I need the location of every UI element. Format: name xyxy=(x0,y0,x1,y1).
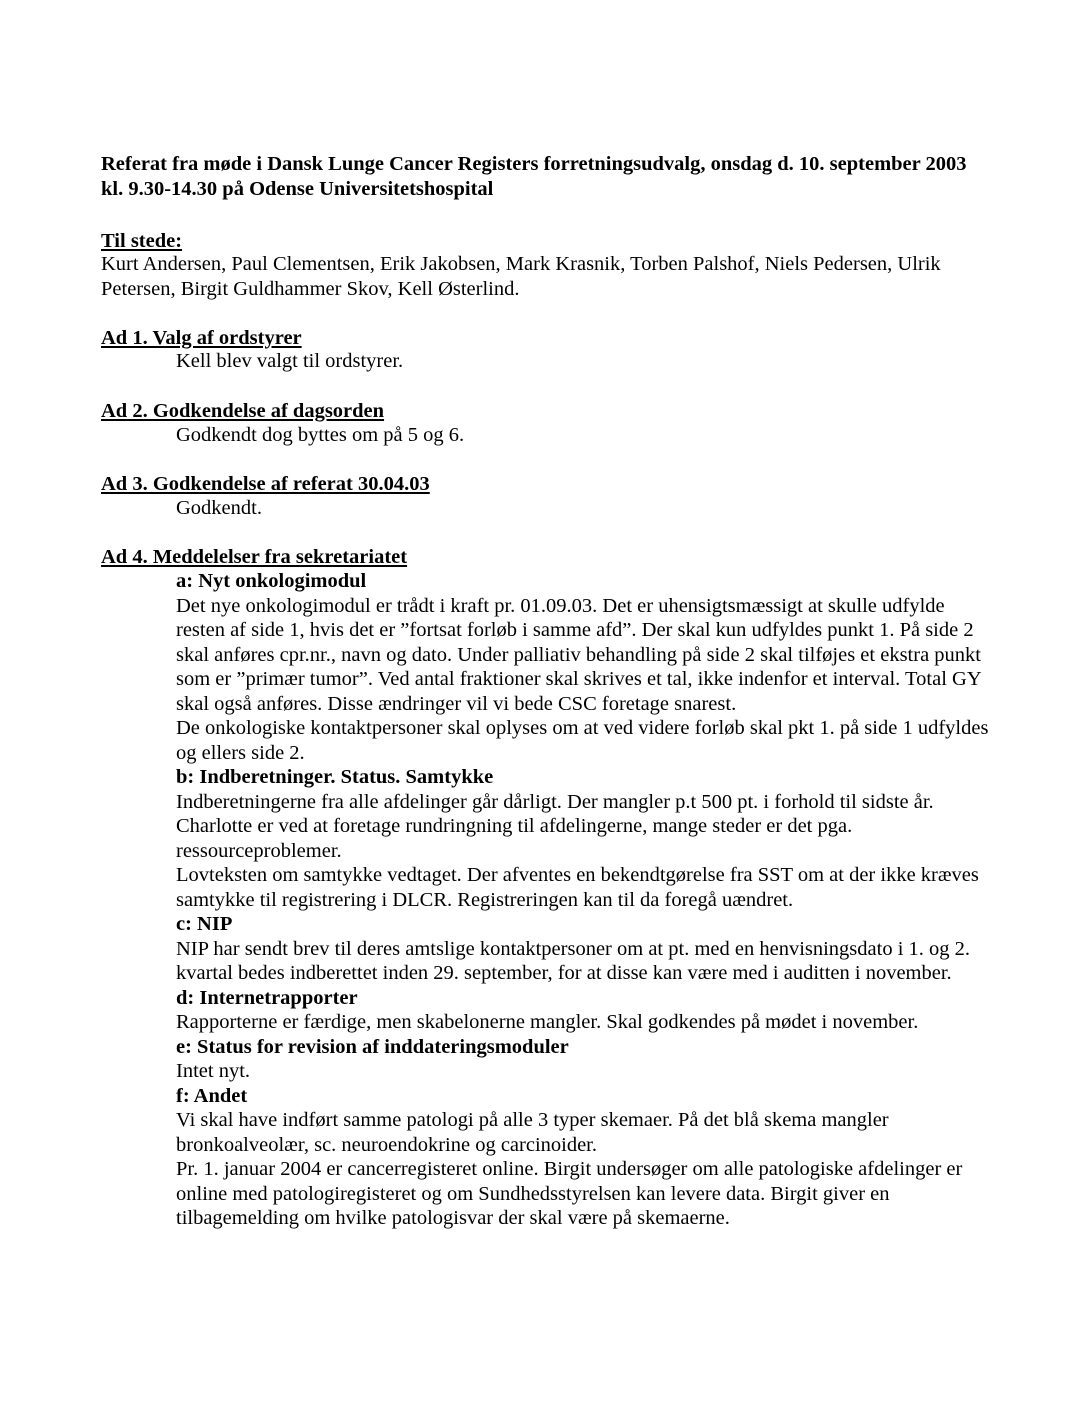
item-2-heading: Ad 2. Godkendelse af dagsorden xyxy=(101,400,385,422)
item-2-text: Godkendt dog byttes om på 5 og 6. xyxy=(176,424,465,446)
section-d-paragraph: Rapporterne er færdige, men skabelonerne mangler. Skal godkendes på mødet i november. xyxy=(176,1011,919,1033)
attendance-heading: Til stede: xyxy=(101,230,183,252)
item-3-text: Godkendt. xyxy=(176,497,262,519)
section-c-paragraph: NIP har sendt brev til deres amtslige kontaktpersoner om at pt. med en henvisningsdato i 1. og 2. kvartal bedes indberettet inden 29. september, for at disse kan være med i auditten i november. xyxy=(176,937,971,984)
section-a-paragraph: Det nye onkologimodul er trådt i kraft pr. 01.09.03. Det er uhensigtsmæssigt at skulle udfylde resten af side 1, hvis det er ”fortsat forløb i samme afd”. Der skal kun udfyldes punkt 1. På side 2 skal anføres cpr.nr., navn og dato. Under palliativ behandling på side 2 skal tilføjes et ekstra punkt som er ”primær tumor”. Ved antal fraktioner skal skrives et tal, ikke indenfor et interval. Total GY skal også anføres. Disse ændringer vil vi bede CSC foretage snarest. xyxy=(176,594,981,715)
section-b-paragraph: Indberetningerne fra alle afdelinger går dårligt. Der mangler p.t 500 pt. i forhold til sidste år. Charlotte er ved at foretage rundringning til afdelingerne, mange steder er det pga. ressourceproblemer. xyxy=(176,790,934,862)
item-1-text: Kell blev valgt til ordstyrer. xyxy=(176,350,404,372)
section-e-heading: e: Status for revision af inddateringsmoduler xyxy=(176,1035,569,1058)
item-4-body xyxy=(176,569,991,1231)
document-title: Referat fra møde i Dansk Lunge Cancer Registers forretningsudvalg, onsdag d. 10. september 2003 kl. 9.30-14.30 på Odense Universitetshospital xyxy=(101,153,967,200)
section-d-heading: d: Internetrapporter xyxy=(176,986,358,1009)
item-1-heading: Ad 1. Valg af ordstyrer xyxy=(101,327,302,349)
section-b-heading: b: Indberetninger. Status. Samtykke xyxy=(176,766,494,788)
section-b-paragraph: Lovteksten om samtykke vedtaget. Der afventes en bekendtgørelse fra SST om at der ikke kræves samtykke til registrering i DLCR. Registreringen kan til da foregå uændret. xyxy=(176,864,979,911)
section-a-heading: a: Nyt onkologimodul xyxy=(176,570,367,592)
section-f-paragraph: Pr. 1. januar 2004 er cancerregisteret online. Birgit undersøger om alle patologiske afdelinger er online med patologiregisteret og om Sundhedsstyrelsen kan levere data. Birgit giver en tilbagemelding om hvilke patologisvar der skal være på skemaerne. xyxy=(176,1158,963,1229)
item-3-heading: Ad 3. Godkendelse af referat 30.04.03 xyxy=(101,473,430,495)
section-f-heading: f: Andet xyxy=(176,1084,248,1107)
attendance-list: Kurt Andersen, Paul Clementsen, Erik Jakobsen, Mark Krasnik, Torben Palshof, Niels Pedersen, Ulrik Petersen, Birgit Guldhammer Skov, Kell Østerlind. xyxy=(101,253,941,300)
section-a-paragraph: De onkologiske kontaktpersoner skal oplyses om at ved videre forløb skal pkt 1. på side 1 udfyldes og ellers side 2. xyxy=(176,717,989,764)
section-f-paragraph: Vi skal have indført samme patologi på alle 3 typer skemaer. På det blå skema mangler bronkoalveolær, sc. neuroendokrine og carcinoider. xyxy=(176,1109,889,1156)
section-c-heading: c: NIP xyxy=(176,913,233,935)
section-e-paragraph: Intet nyt. xyxy=(176,1060,251,1082)
item-4-heading: Ad 4. Meddelelser fra sekretariatet xyxy=(101,546,408,568)
